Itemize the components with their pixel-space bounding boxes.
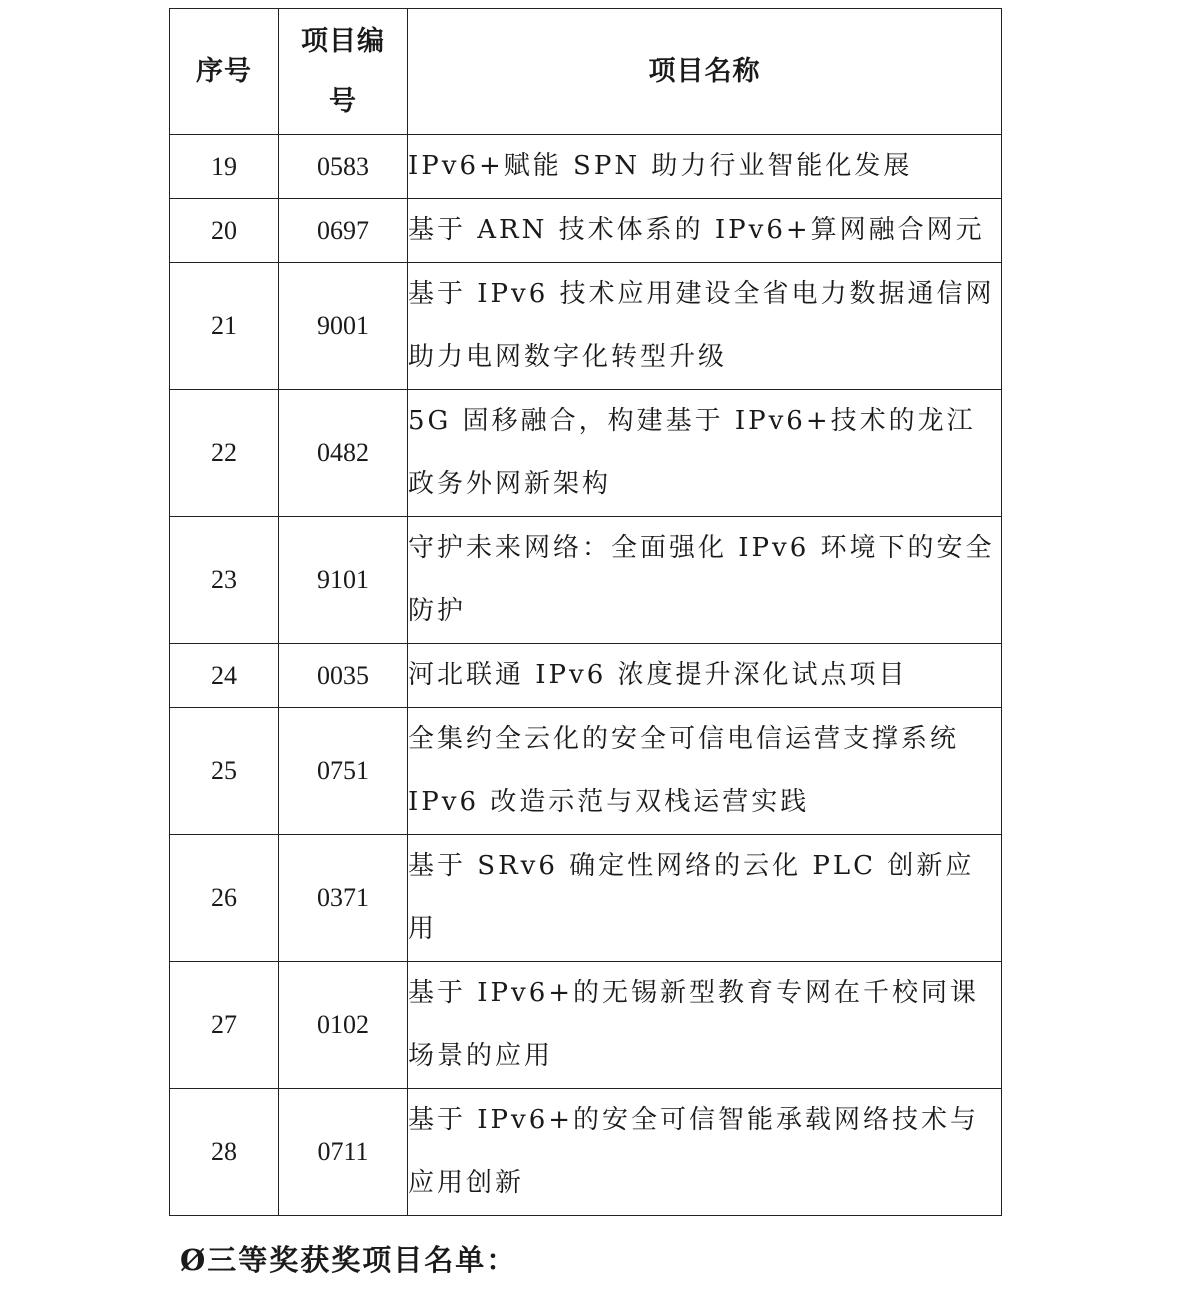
table-row bbox=[170, 962, 1002, 1089]
row-seq: 21 bbox=[170, 263, 279, 390]
table-row bbox=[170, 517, 1002, 644]
table-row bbox=[170, 644, 1002, 708]
row-seq: 25 bbox=[170, 708, 279, 835]
row-seq: 26 bbox=[170, 835, 279, 962]
row-code: 0697 bbox=[279, 199, 408, 263]
row-code: 0711 bbox=[279, 1089, 408, 1216]
table-row bbox=[170, 708, 1002, 835]
row-code: 0371 bbox=[279, 835, 408, 962]
row-code: 0751 bbox=[279, 708, 408, 835]
row-code: 0102 bbox=[279, 962, 408, 1089]
table-header-row bbox=[170, 9, 1002, 135]
section-heading: Ø三等奖获奖项目名单： bbox=[180, 1243, 518, 1277]
row-code: 0482 bbox=[279, 390, 408, 517]
row-code: 9101 bbox=[279, 517, 408, 644]
row-seq: 23 bbox=[170, 517, 279, 644]
row-code: 0035 bbox=[279, 644, 408, 708]
table-row bbox=[170, 199, 1002, 263]
header-code bbox=[279, 9, 408, 135]
row-name: 基于 SRv6 确定性网络的云化 PLC 创新应用 bbox=[408, 835, 1002, 962]
row-name: 5G 固移融合，构建基于 IPv6+技术的龙江政务外网新架构 bbox=[408, 390, 1002, 517]
row-name: 基于 ARN 技术体系的 IPv6+算网融合网元 bbox=[408, 199, 1002, 263]
row-code: 9001 bbox=[279, 263, 408, 390]
row-seq: 27 bbox=[170, 962, 279, 1089]
table-row bbox=[170, 135, 1002, 199]
row-seq: 20 bbox=[170, 199, 279, 263]
table-row bbox=[170, 263, 1002, 390]
table-row bbox=[170, 835, 1002, 962]
row-name: 守护未来网络：全面强化 IPv6 环境下的安全防护 bbox=[408, 517, 1002, 644]
award-project-table bbox=[169, 8, 1002, 1216]
row-name: 基于 IPv6+的无锡新型教育专网在千校同课场景的应用 bbox=[408, 962, 1002, 1089]
row-name: IPv6+赋能 SPN 助力行业智能化发展 bbox=[408, 135, 1002, 199]
row-seq: 22 bbox=[170, 390, 279, 517]
header-seq: 序号 bbox=[170, 9, 279, 135]
header-name: 项目名称 bbox=[408, 9, 1002, 135]
row-seq: 28 bbox=[170, 1089, 279, 1216]
table-row bbox=[170, 1089, 1002, 1216]
row-name: 河北联通 IPv6 浓度提升深化试点项目 bbox=[408, 644, 1002, 708]
row-seq: 24 bbox=[170, 644, 279, 708]
row-code: 0583 bbox=[279, 135, 408, 199]
row-name: 基于 IPv6 技术应用建设全省电力数据通信网助力电网数字化转型升级 bbox=[408, 263, 1002, 390]
row-name: 全集约全云化的安全可信电信运营支撑系统 IPv6 改造示范与双栈运营实践 bbox=[408, 708, 1002, 835]
table-row bbox=[170, 390, 1002, 517]
header-code-label: 项目编号 bbox=[301, 25, 385, 117]
row-seq: 19 bbox=[170, 135, 279, 199]
row-name: 基于 IPv6+的安全可信智能承载网络技术与应用创新 bbox=[408, 1089, 1002, 1216]
